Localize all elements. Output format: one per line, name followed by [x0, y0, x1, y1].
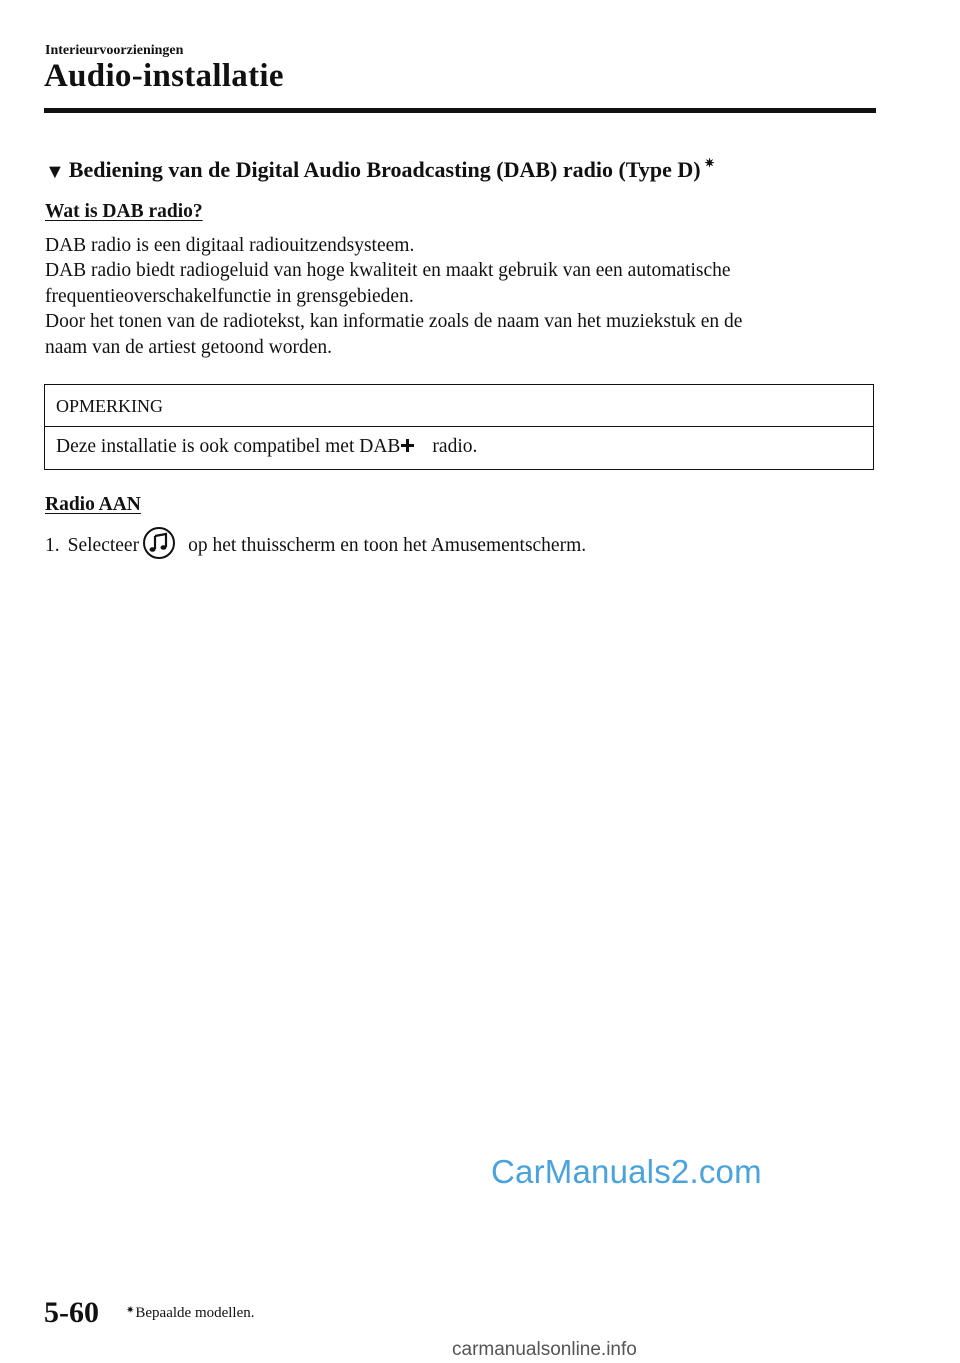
page-title: Audio-installatie	[44, 58, 284, 94]
section-heading-text: Bediening van de Digital Audio Broadcasting (DAB) radio (Type D)	[68, 157, 701, 182]
step-number: 1.	[45, 535, 60, 556]
paragraph-line: DAB radio biedt radiogeluid van hoge kwaliteit en maakt gebruik van een automatische	[45, 260, 731, 282]
note-text-after: radio.	[432, 436, 478, 457]
step-text-before: Selecteer	[67, 535, 140, 556]
subheading-what-is: Wat is DAB radio?	[45, 201, 203, 222]
footnote-text: Bepaalde modellen.	[135, 1305, 255, 1321]
paragraph-line: Door het tonen van de radiotekst, kan informatie zoals de naam van het muziekstuk en de	[45, 311, 743, 333]
subheading-radio-on: Radio AAN	[45, 494, 141, 515]
star-icon: ✷	[704, 156, 715, 170]
watermark: CarManuals2.com	[491, 1153, 762, 1190]
step-text-after: op het thuisscherm en toon het Amusementscherm.	[188, 535, 587, 556]
page-number: 5-60	[44, 1296, 99, 1329]
section-kicker: Interieurvoorzieningen	[45, 43, 184, 58]
star-icon: ✷	[126, 1305, 135, 1316]
paragraph-line: naam van de artiest getoond worden.	[45, 336, 332, 358]
intro-paragraph	[45, 233, 875, 360]
paragraph-line: DAB radio is een digitaal radiouitzendsysteem.	[45, 235, 415, 256]
plus-icon	[401, 439, 414, 452]
triangle-down-icon: ▼	[45, 161, 65, 183]
note-body	[45, 427, 873, 458]
note-box	[44, 384, 874, 470]
note-title: OPMERKING	[45, 385, 873, 427]
music-note-icon	[142, 526, 176, 560]
section-heading	[45, 157, 715, 187]
header-divider	[44, 108, 876, 113]
footnote	[126, 1305, 255, 1322]
note-text-before: Deze installatie is ook compatibel met DAB	[56, 436, 401, 457]
footer-site-watermark: carmanualsonline.info	[452, 1339, 637, 1360]
paragraph-line: frequentieoverschakelfunctie in grensgebieden.	[45, 285, 414, 307]
step-item	[45, 532, 586, 560]
